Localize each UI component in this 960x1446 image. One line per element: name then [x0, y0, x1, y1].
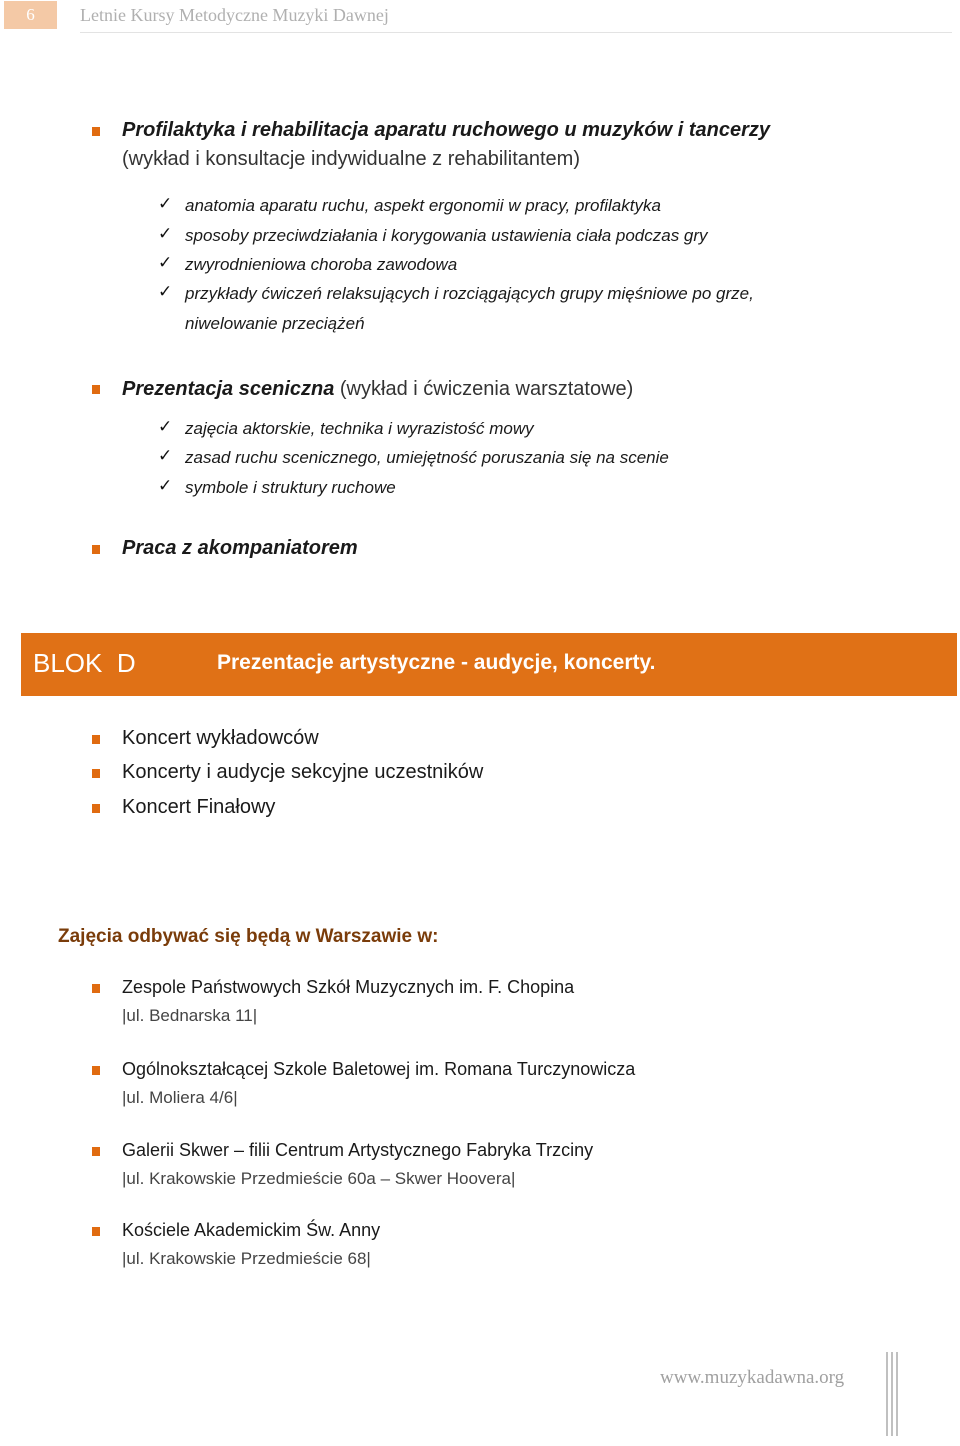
list-item: sposoby przeciwdziałania i korygowania ustawienia ciała podczas gry: [185, 226, 708, 245]
square-bullet-icon: [92, 127, 100, 136]
footer-decor-bar: [891, 1352, 893, 1436]
list-item: zwyrodnieniowa choroba zawodowa: [185, 255, 458, 274]
block-banner: [21, 633, 957, 696]
checkmark-icon: ✓: [158, 282, 173, 301]
list-item: Koncert Finałowy: [122, 796, 276, 818]
square-bullet-icon: [92, 1066, 100, 1075]
checkmark-icon: ✓: [158, 224, 173, 243]
venue-address: |ul. Bednarska 11|: [122, 1006, 258, 1025]
footer-decor-bar: [896, 1352, 898, 1436]
venue-address: |ul. Krakowskie Przedmieście 60a – Skwer Hoovera|: [122, 1169, 516, 1188]
list-item: przykłady ćwiczeń relaksujących i rozciągających grupy mięśniowe po grze,: [185, 284, 754, 303]
block-label: BLOK D: [33, 648, 136, 678]
footer-url: www.muzykadawna.org: [660, 1367, 845, 1388]
list-item: Koncert wykładowców: [122, 727, 319, 749]
square-bullet-icon: [92, 385, 100, 394]
venues-title: Zajęcia odbywać się będą w Warszawie w:: [58, 926, 439, 947]
venue-name: Kościele Akademickim Św. Anny: [122, 1220, 381, 1240]
square-bullet-icon: [92, 769, 100, 778]
checkmark-icon: ✓: [158, 253, 173, 272]
checkmark-icon: ✓: [158, 194, 173, 213]
square-bullet-icon: [92, 1227, 100, 1236]
venue-name: Galerii Skwer – filii Centrum Artystycznego Fabryka Trzciny: [122, 1140, 594, 1160]
checkmark-icon: ✓: [158, 417, 173, 436]
square-bullet-icon: [92, 1147, 100, 1156]
section-title: Praca z akompaniatorem: [122, 537, 358, 559]
venue-name: Ogólnokształcącej Szkole Baletowej im. Romana Turczynowicza: [122, 1059, 636, 1079]
list-item: zasad ruchu scenicznego, umiejętność poruszania się na scenie: [185, 448, 669, 467]
list-item-continuation: niwelowanie przeciążeń: [185, 314, 365, 333]
header-title: Letnie Kursy Metodyczne Muzyki Dawnej: [80, 5, 389, 25]
list-item: Koncerty i audycje sekcyjne uczestników: [122, 761, 484, 783]
square-bullet-icon: [92, 804, 100, 813]
venue-address: |ul. Krakowskie Przedmieście 68|: [122, 1249, 371, 1268]
square-bullet-icon: [92, 984, 100, 993]
section-title: Profilaktyka i rehabilitacja aparatu ruchowego u muzyków i tancerzy: [122, 119, 770, 141]
square-bullet-icon: [92, 735, 100, 744]
list-item: zajęcia aktorskie, technika i wyrazistość mowy: [185, 419, 534, 438]
section-title: Prezentacja sceniczna: [122, 378, 335, 400]
page-number: 6: [4, 1, 57, 29]
venue-name: Zespole Państwowych Szkół Muzycznych im. F. Chopina: [122, 977, 575, 997]
section-subtitle: (wykład i konsultacje indywidualne z rehabilitantem): [122, 148, 580, 170]
block-title: Prezentacje artystyczne - audycje, koncerty.: [217, 651, 656, 674]
section-heading: [122, 378, 633, 401]
list-item: symbole i struktury ruchowe: [185, 478, 396, 497]
footer-decor-bar: [886, 1352, 888, 1436]
section-note: (wykład i ćwiczenia warsztatowe): [334, 378, 634, 400]
header-divider: [80, 32, 952, 33]
square-bullet-icon: [92, 545, 100, 554]
venue-address: |ul. Moliera 4/6|: [122, 1088, 238, 1107]
list-item: anatomia aparatu ruchu, aspekt ergonomii w pracy, profilaktyka: [185, 196, 661, 215]
checkmark-icon: ✓: [158, 446, 173, 465]
checkmark-icon: ✓: [158, 476, 173, 495]
